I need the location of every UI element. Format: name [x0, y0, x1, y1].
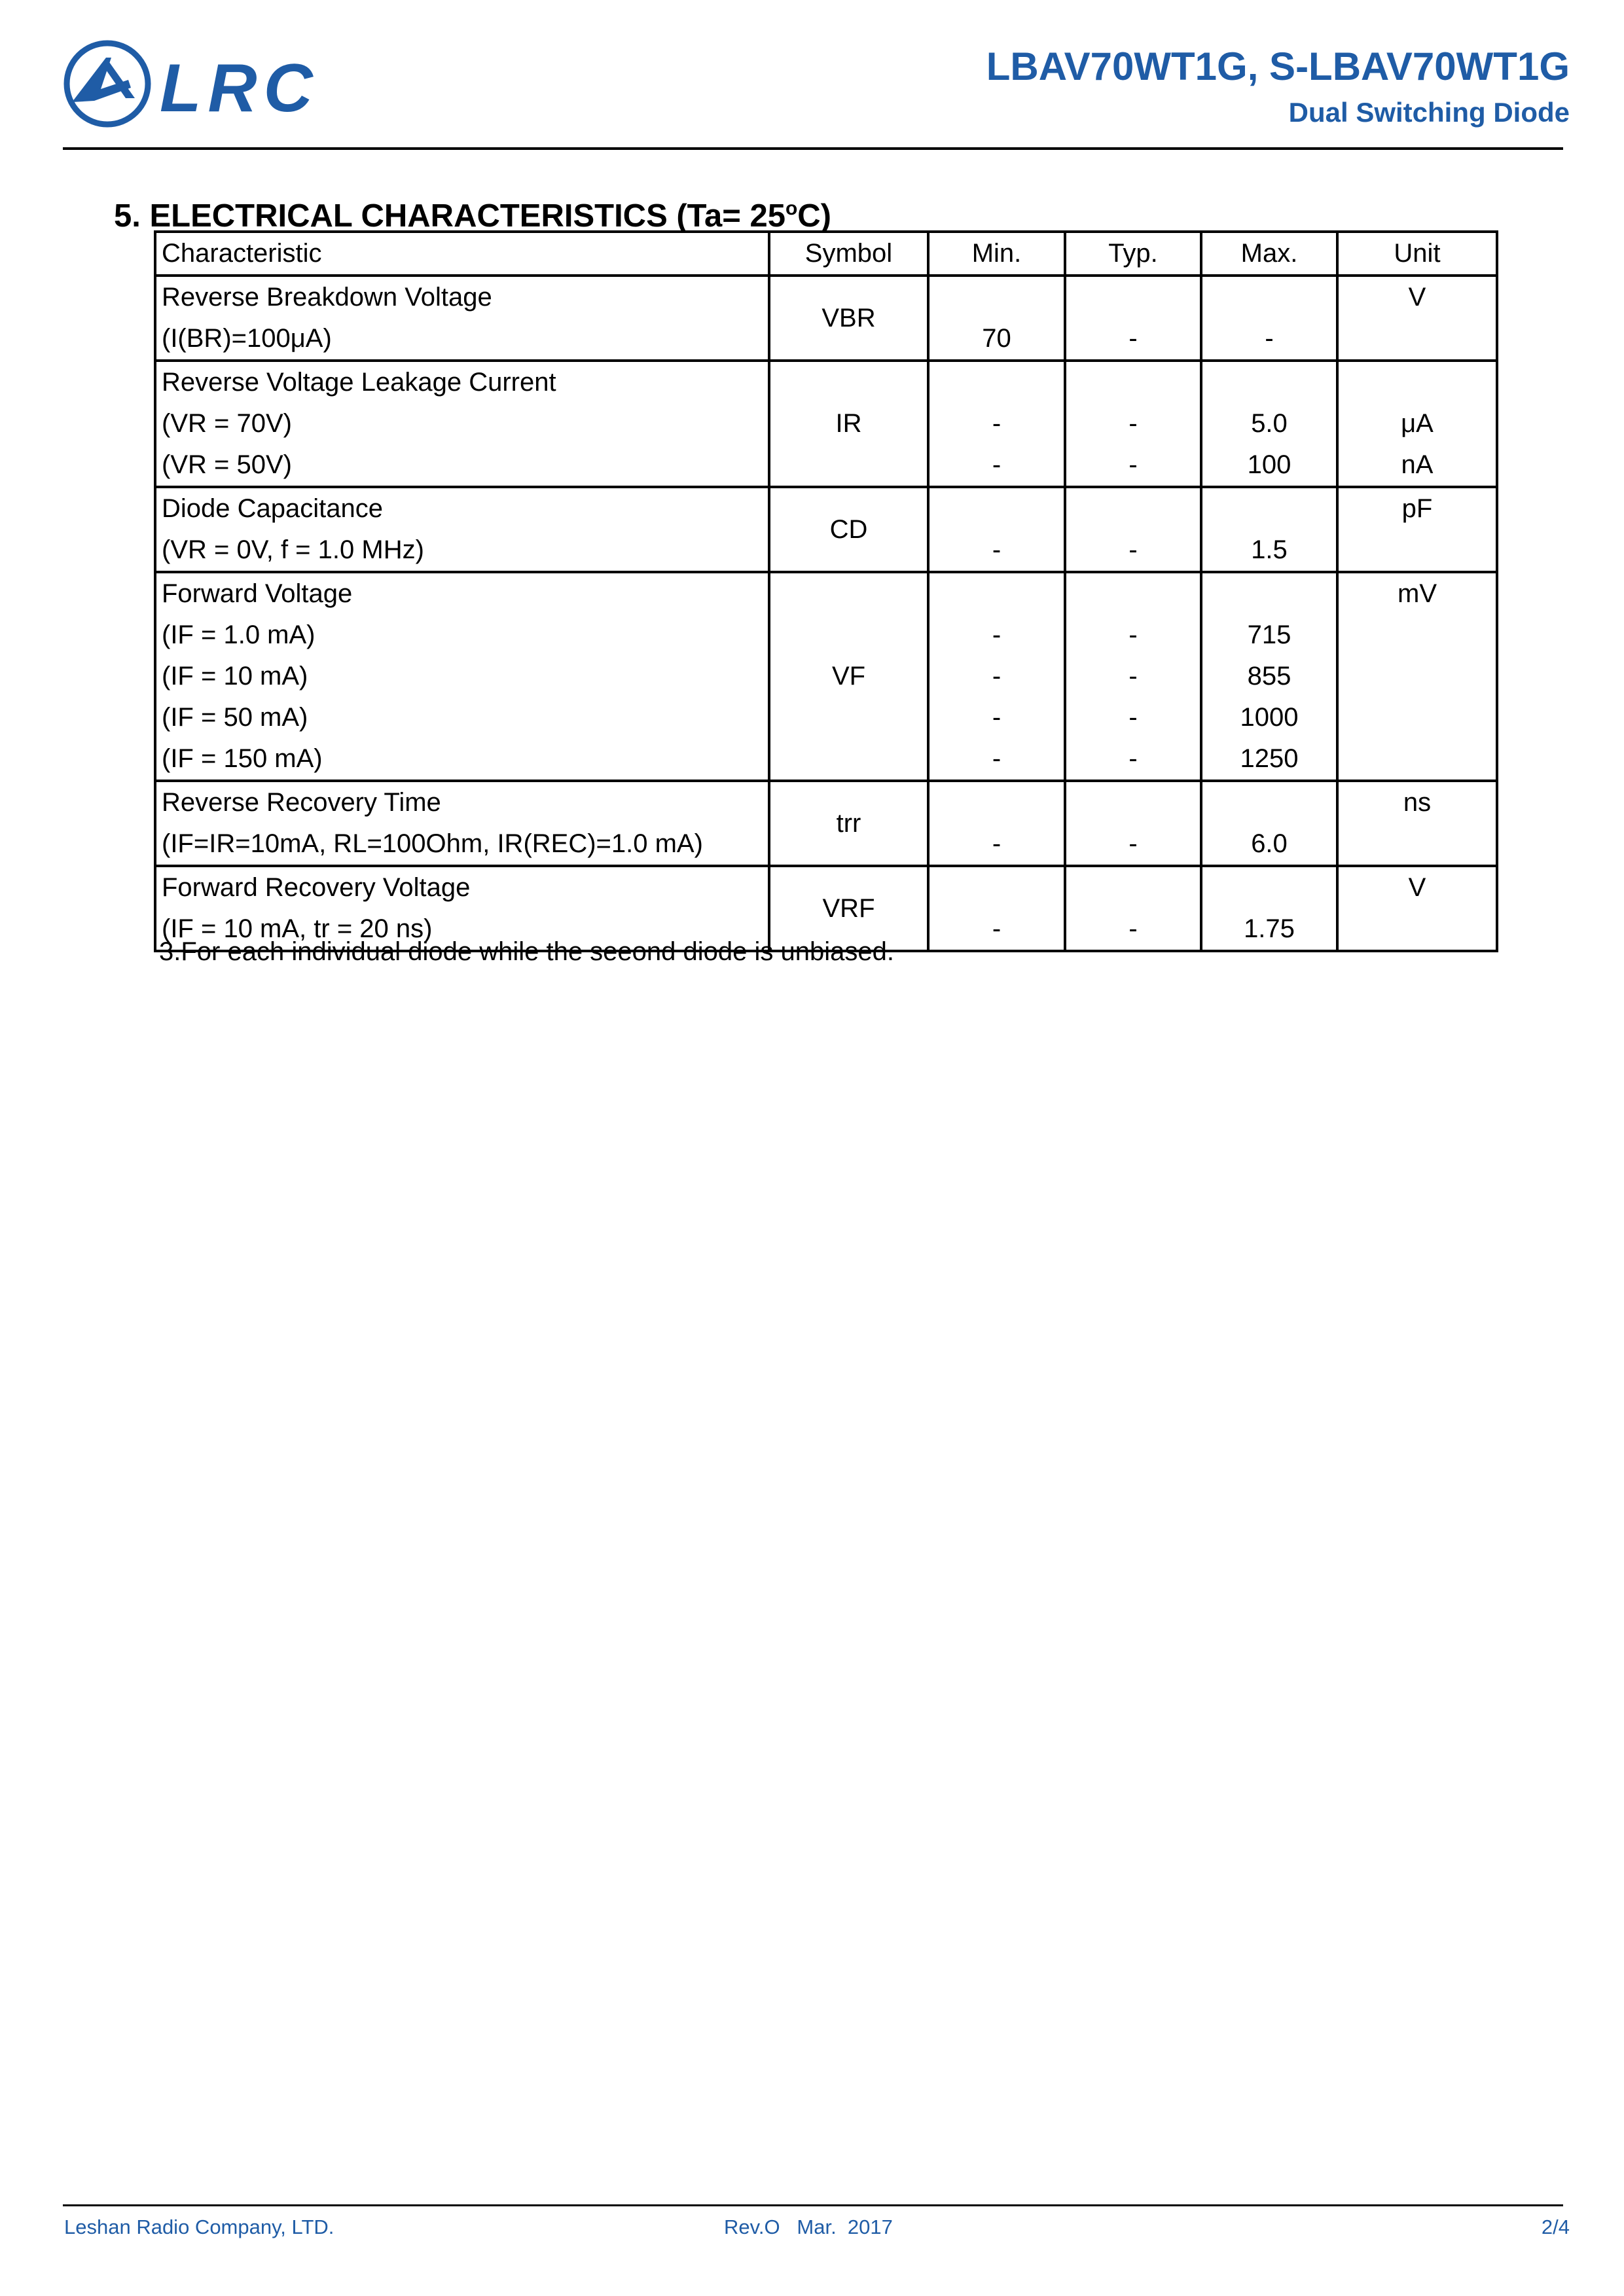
- cell-min: [928, 361, 1065, 487]
- typ-line: -: [1128, 409, 1138, 438]
- cell-symbol: IR: [769, 361, 928, 487]
- max-line: [1202, 573, 1336, 615]
- degree-sign: o: [785, 198, 798, 219]
- min-line: -: [992, 620, 1001, 649]
- unit-line: [1339, 529, 1496, 571]
- min-line: [929, 362, 1064, 403]
- unit-line: V: [1408, 873, 1426, 902]
- typ-line: [1066, 867, 1200, 908]
- min-line: 70: [982, 324, 1011, 353]
- min-line: [929, 573, 1064, 615]
- col-header-symbol: Symbol: [769, 232, 928, 276]
- unit-line: mV: [1398, 579, 1437, 608]
- lines-line: (VR = 70V): [162, 409, 292, 438]
- typ-line: -: [1128, 662, 1138, 691]
- col-header-characteristic: Characteristic: [155, 232, 769, 276]
- typ-line: -: [1128, 829, 1138, 858]
- cell-typ: [1065, 487, 1201, 572]
- lines-line: (IF = 10 mA): [162, 662, 308, 691]
- lines-line: Diode Capacitance: [162, 494, 383, 523]
- typ-line: -: [1128, 450, 1138, 479]
- footer-revision: Rev.O Mar. 2017: [724, 2215, 893, 2238]
- section-heading-text: 5. ELECTRICAL CHARACTERISTICS (Ta= 25: [114, 198, 785, 234]
- cell-unit: [1337, 866, 1497, 951]
- typ-line: -: [1128, 620, 1138, 649]
- cell-min: [928, 866, 1065, 951]
- min-line: -: [992, 744, 1001, 773]
- unit-line: μA: [1401, 409, 1434, 438]
- typ-line: [1066, 362, 1200, 403]
- cell-min: [928, 487, 1065, 572]
- cell-min: [928, 276, 1065, 361]
- cell-characteristic: [155, 572, 769, 781]
- cell-symbol: VF: [769, 572, 928, 781]
- min-line: [929, 782, 1064, 823]
- cell-max: [1201, 276, 1337, 361]
- min-line: -: [992, 662, 1001, 691]
- cell-characteristic: [155, 487, 769, 572]
- cell-symbol: trr: [769, 781, 928, 866]
- unit-line: [1339, 362, 1496, 403]
- cell-typ: [1065, 361, 1201, 487]
- min-line: [929, 488, 1064, 529]
- cell-max: [1201, 781, 1337, 866]
- cell-min: [928, 781, 1065, 866]
- typ-line: [1066, 782, 1200, 823]
- cell-characteristic: [155, 361, 769, 487]
- unit-line: nA: [1401, 450, 1434, 479]
- min-line: [929, 277, 1064, 318]
- unit-line: [1339, 823, 1496, 865]
- unit-line: ns: [1403, 788, 1432, 817]
- table-header-row: [155, 232, 1497, 276]
- min-line: -: [992, 703, 1001, 732]
- max-line: 5.0: [1251, 409, 1288, 438]
- lines-line: (IF = 50 mA): [162, 703, 308, 732]
- lines-line: (IF=IR=10mA, RL=100Ohm, IR(REC)=1.0 mA): [162, 829, 703, 858]
- cell-typ: [1065, 572, 1201, 781]
- cell-unit: [1337, 487, 1497, 572]
- table-row: [155, 572, 1497, 781]
- unit-line: [1339, 908, 1496, 950]
- lines-line: (I(BR)=100μA): [162, 324, 332, 353]
- section-heading: [114, 189, 831, 236]
- col-header-unit: Unit: [1337, 232, 1497, 276]
- max-line: [1202, 782, 1336, 823]
- typ-line: -: [1128, 324, 1138, 353]
- unit-line: [1339, 656, 1496, 697]
- table-row: [155, 276, 1497, 361]
- col-header-min: Min.: [928, 232, 1065, 276]
- unit-line: [1339, 738, 1496, 780]
- max-line: 1.75: [1244, 914, 1295, 943]
- cell-characteristic: [155, 276, 769, 361]
- lines-line: (IF = 150 mA): [162, 744, 323, 773]
- page-title: LBAV70WT1G, S-LBAV70WT1G: [986, 45, 1570, 88]
- typ-line: [1066, 277, 1200, 318]
- max-line: 6.0: [1251, 829, 1288, 858]
- min-line: -: [992, 450, 1001, 479]
- max-line: [1202, 488, 1336, 529]
- cell-typ: [1065, 781, 1201, 866]
- lines-line: (IF = 1.0 mA): [162, 620, 316, 649]
- cell-max: [1201, 487, 1337, 572]
- typ-line: -: [1128, 703, 1138, 732]
- lines-line: Reverse Voltage Leakage Current: [162, 368, 556, 397]
- typ-line: -: [1128, 744, 1138, 773]
- col-header-max: Max.: [1201, 232, 1337, 276]
- lines-line: (VR = 50V): [162, 450, 292, 479]
- page-subtitle: Dual Switching Diode: [1288, 97, 1570, 128]
- company-logo: [63, 38, 325, 130]
- typ-line: [1066, 573, 1200, 615]
- lines-line: Reverse Recovery Time: [162, 788, 441, 817]
- min-line: -: [992, 829, 1001, 858]
- unit-line: pF: [1401, 494, 1433, 523]
- cell-symbol: VBR: [769, 276, 928, 361]
- cell-typ: [1065, 866, 1201, 951]
- unit-line: [1339, 615, 1496, 656]
- cell-unit: [1337, 781, 1497, 866]
- footer-divider: [63, 2204, 1563, 2206]
- lines-line: (VR = 0V, f = 1.0 MHz): [162, 535, 424, 564]
- col-header-typ: Typ.: [1065, 232, 1201, 276]
- min-line: -: [992, 914, 1001, 943]
- max-line: 1250: [1240, 744, 1299, 773]
- cell-min: [928, 572, 1065, 781]
- cell-unit: [1337, 361, 1497, 487]
- min-line: -: [992, 409, 1001, 438]
- cell-max: [1201, 866, 1337, 951]
- typ-line: [1066, 488, 1200, 529]
- cell-max: [1201, 361, 1337, 487]
- header-divider: [63, 147, 1563, 150]
- lines-line: Forward Voltage: [162, 579, 353, 608]
- min-line: [929, 867, 1064, 908]
- footer-company: Leshan Radio Company, LTD.: [64, 2215, 334, 2238]
- max-line: -: [1265, 324, 1274, 353]
- max-line: [1202, 362, 1336, 403]
- cell-unit: [1337, 572, 1497, 781]
- lines-line: Reverse Breakdown Voltage: [162, 283, 492, 312]
- lines-line: Forward Recovery Voltage: [162, 873, 471, 902]
- min-line: -: [992, 535, 1001, 564]
- typ-line: -: [1128, 914, 1138, 943]
- section-heading-end: C): [797, 198, 832, 234]
- table-row: [155, 487, 1497, 572]
- max-line: 1.5: [1251, 535, 1288, 564]
- cell-typ: [1065, 276, 1201, 361]
- footnote: 3.For each individual diode while the seeond diode is unbiased.: [159, 937, 894, 966]
- logo-text: LRC: [160, 50, 319, 126]
- max-line: [1202, 277, 1336, 318]
- cell-unit: [1337, 276, 1497, 361]
- max-line: 715: [1247, 620, 1291, 649]
- unit-line: V: [1408, 283, 1426, 312]
- max-line: [1202, 867, 1336, 908]
- cell-characteristic: [155, 781, 769, 866]
- unit-line: [1339, 697, 1496, 738]
- typ-line: -: [1128, 535, 1138, 564]
- max-line: 1000: [1240, 703, 1299, 732]
- table-row: [155, 361, 1497, 487]
- cell-symbol: CD: [769, 487, 928, 572]
- cell-symbol: VRF: [769, 866, 928, 951]
- table-row: [155, 781, 1497, 866]
- characteristics-table: [154, 230, 1498, 952]
- lines-line: (IF = 10 mA, tr = 20 ns): [162, 914, 433, 943]
- unit-line: [1339, 318, 1496, 359]
- max-line: 100: [1247, 450, 1291, 479]
- cell-max: [1201, 572, 1337, 781]
- footer-page-number: 2/4: [1541, 2215, 1570, 2238]
- max-line: 855: [1247, 662, 1291, 691]
